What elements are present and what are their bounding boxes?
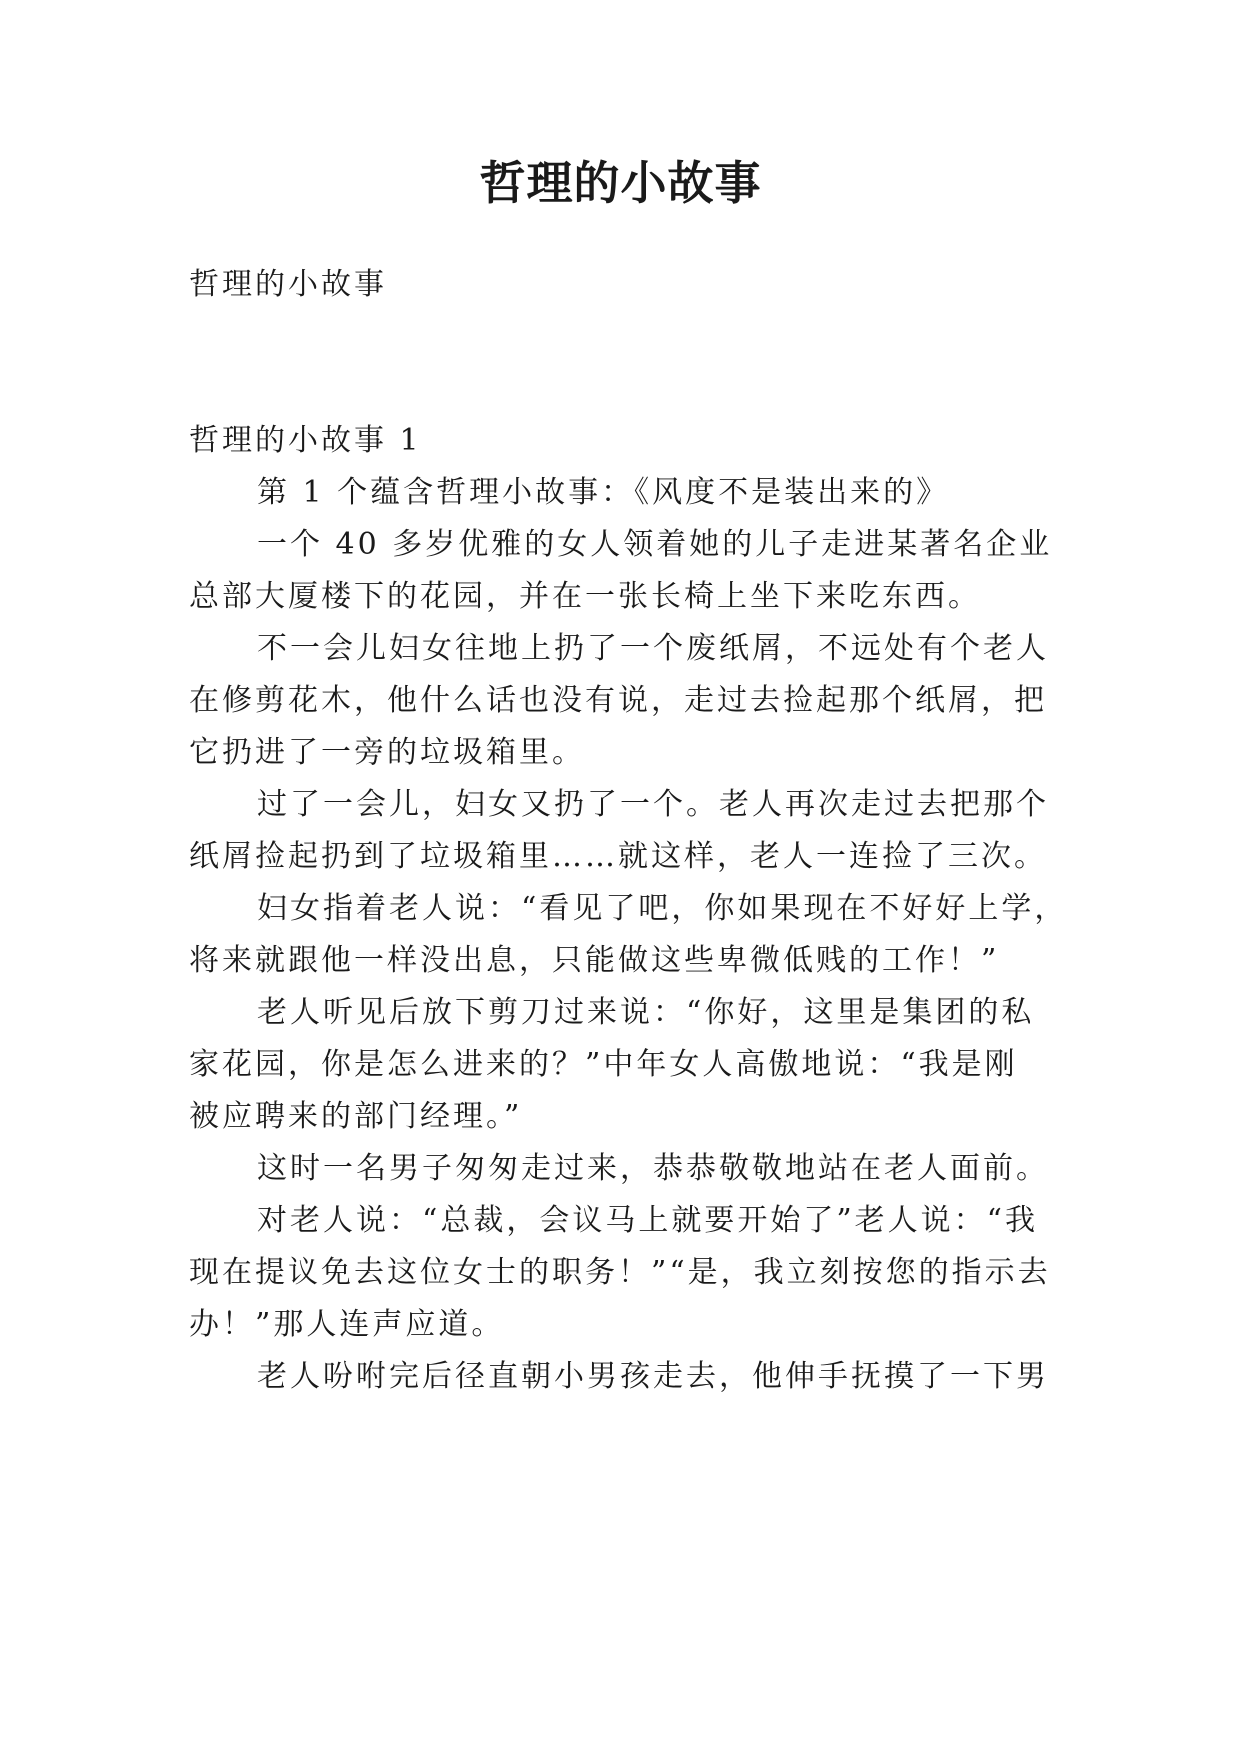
paragraph-line: 一个 40 多岁优雅的女人领着她的儿子走进某著名企业: [257, 527, 1053, 562]
paragraph-line: 纸屑捡起扔到了垃圾箱里……就这样，老人一连捡了三次。: [189, 839, 1047, 874]
paragraph-line: 妇女指着老人说：“看见了吧，你如果现在不好好上学，: [257, 891, 1068, 926]
paragraph-line: 不一会儿妇女往地上扔了一个废纸屑，不远处有个老人: [257, 631, 1049, 666]
paragraph-line: 老人吩咐完后径直朝小男孩走去，他伸手抚摸了一下男: [257, 1359, 1049, 1394]
paragraph-line: 家花园，你是怎么进来的？”中年女人高傲地说：“我是刚: [189, 1047, 1018, 1082]
paragraph-line: 将来就跟他一样没出息，只能做这些卑微低贱的工作！”: [189, 943, 1000, 978]
section-heading: 哲理的小故事 1: [189, 423, 422, 458]
paragraph-line: 现在提议免去这位女士的职务！”“是，我立刻按您的指示去: [189, 1255, 1051, 1290]
paragraph-line: 这时一名男子匆匆走过来，恭恭敬敬地站在老人面前。: [257, 1151, 1049, 1186]
document-title: 哲理的小故事: [479, 156, 762, 210]
paragraph-line: 被应聘来的部门经理。”: [189, 1099, 523, 1134]
paragraph-line: 它扔进了一旁的垃圾箱里。: [189, 735, 585, 770]
paragraph-line: 总部大厦楼下的花园，并在一张长椅上坐下来吃东西。: [189, 579, 981, 614]
paragraph-line: 老人听见后放下剪刀过来说：“你好，这里是集团的私: [257, 995, 1035, 1030]
paragraph-line: 第 1 个蕴含哲理小故事：《风度不是装出来的》: [257, 475, 950, 510]
paragraph-line: 在修剪花木，他什么话也没有说，走过去捡起那个纸屑，把: [189, 683, 1047, 718]
document-subtitle: 哲理的小故事: [189, 267, 387, 302]
paragraph-line: 过了一会儿，妇女又扔了一个。老人再次走过去把那个: [257, 787, 1049, 822]
paragraph-line: 办！”那人连声应道。: [189, 1307, 505, 1342]
paragraph-line: 对老人说：“总裁，会议马上就要开始了”老人说：“我: [257, 1203, 1039, 1238]
